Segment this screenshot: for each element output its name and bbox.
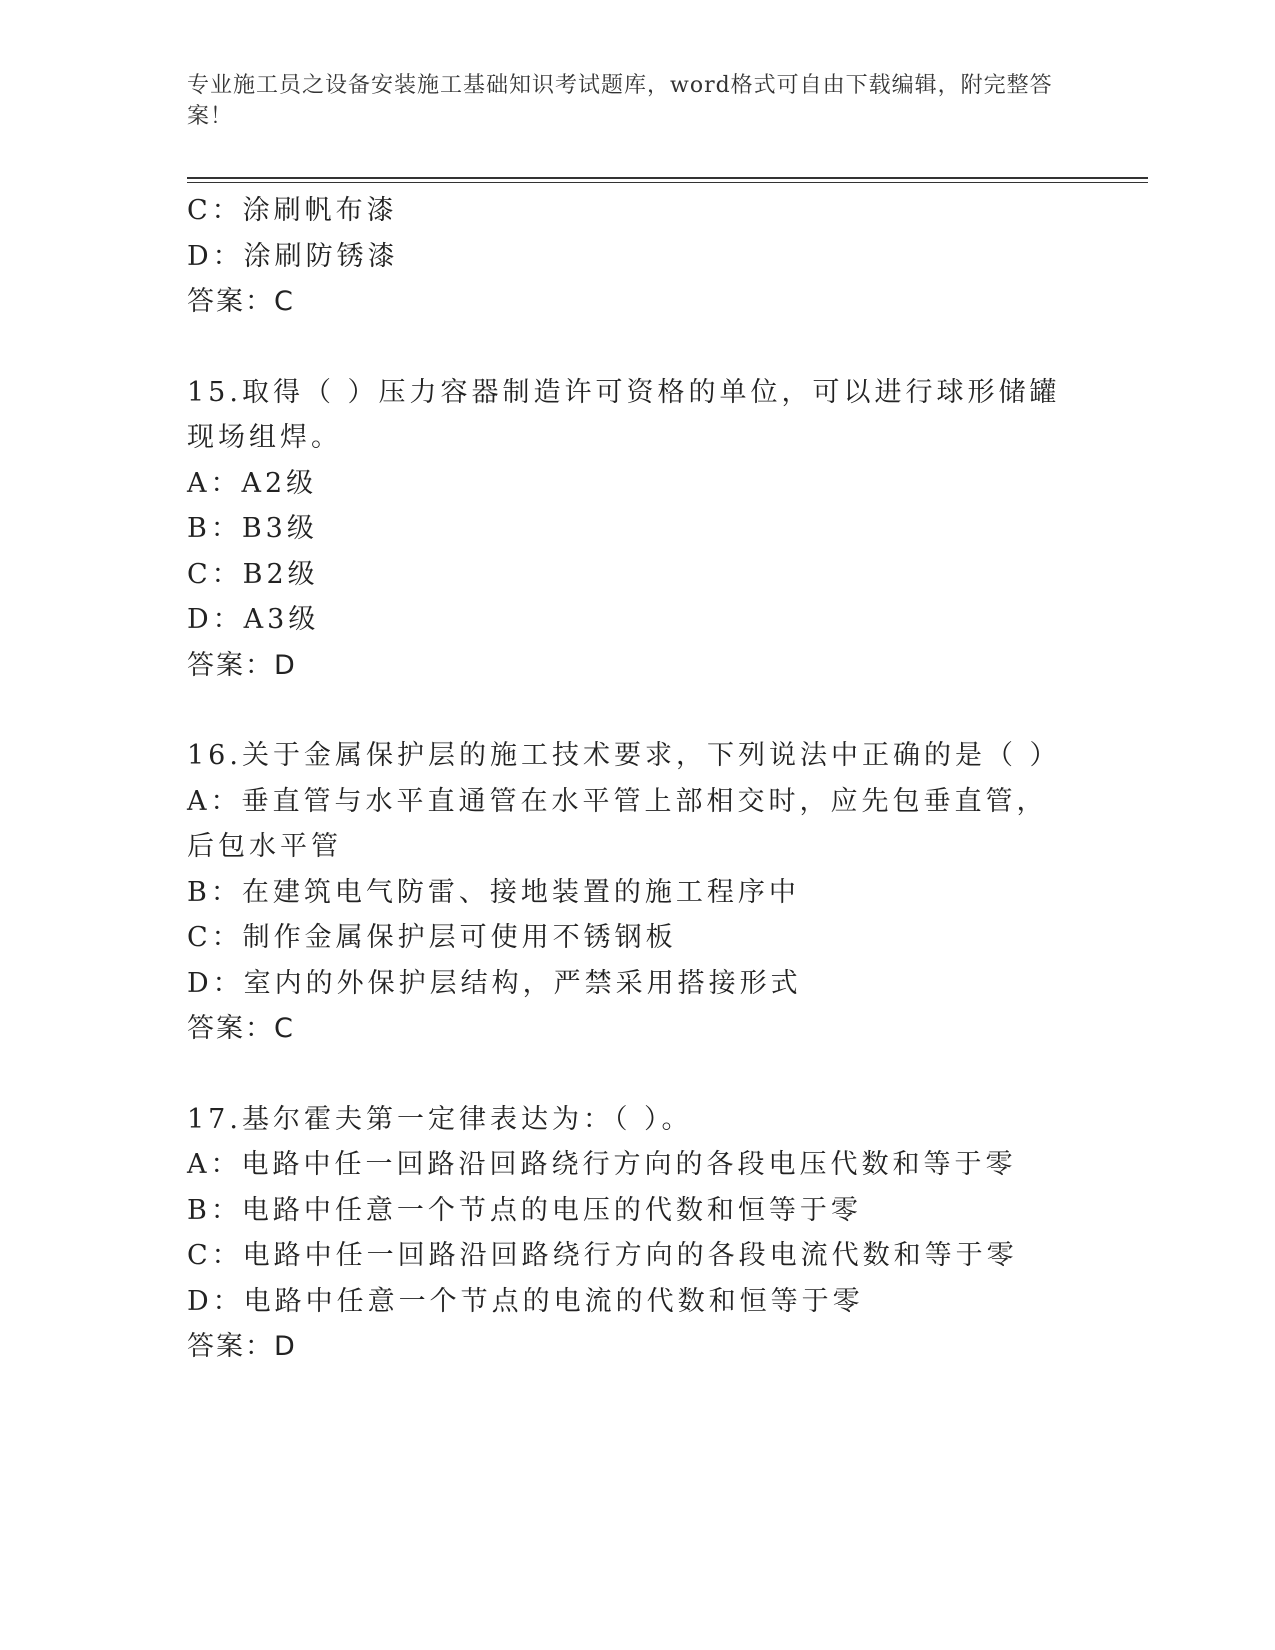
answer-line: 答案：D: [187, 1331, 297, 1362]
option-c: C：B2级: [187, 558, 319, 590]
option-b: B：在建筑电气防雷、接地装置的施工程序中: [187, 876, 800, 908]
option-b: B：电路中任意一个节点的电压的代数和恒等于零: [187, 1194, 862, 1226]
option-c: C：制作金属保护层可使用不锈钢板: [187, 922, 677, 953]
option-b: B：B3级: [187, 513, 318, 544]
option-c: C：电路中任一回路沿回路绕行方向的各段电流代数和等于零: [187, 1240, 1018, 1271]
question-15: [187, 370, 1087, 689]
answer-line: 答案：C: [187, 286, 295, 317]
answer-line: 答案：C: [187, 1013, 295, 1044]
answer-line: 答案：D: [187, 649, 297, 681]
question-stem: 16.关于金属保护层的施工技术要求，下列说法中正确的是（ ）: [187, 740, 1061, 771]
option-a: A：垂直管与水平直通管在水平管上部相交时，应先包垂直管，后包水平管: [187, 785, 1048, 862]
question-fragment: [187, 188, 1087, 325]
option-d: D：电路中任意一个节点的电流的代数和恒等于零: [187, 1285, 864, 1317]
question-stem: 17.基尔霍夫第一定律表达为：（ ）。: [187, 1103, 693, 1135]
question-17: [187, 1097, 1087, 1370]
option-a: A：电路中任一回路沿回路绕行方向的各段电压代数和等于零: [187, 1149, 1017, 1180]
question-16: [187, 733, 1087, 1052]
questions-body: [187, 188, 1087, 1370]
question-stem: 15.取得（ ）压力容器制造许可资格的单位，可以进行球形储罐现场组焊。: [187, 376, 1061, 453]
option-c: C：涂刷帆布漆: [187, 195, 398, 226]
option-a: A：A2级: [187, 467, 318, 499]
option-d: D：室内的外保护层结构，严禁采用搭接形式: [187, 967, 802, 999]
option-d: D：涂刷防锈漆: [187, 240, 399, 272]
header-divider: [187, 177, 1148, 179]
page-header: 专业施工员之设备安装施工基础知识考试题库，word格式可自由下载编辑，附完整答案！: [187, 73, 1053, 129]
header-divider-thin: [187, 182, 1148, 183]
option-d: D：A3级: [187, 604, 320, 635]
